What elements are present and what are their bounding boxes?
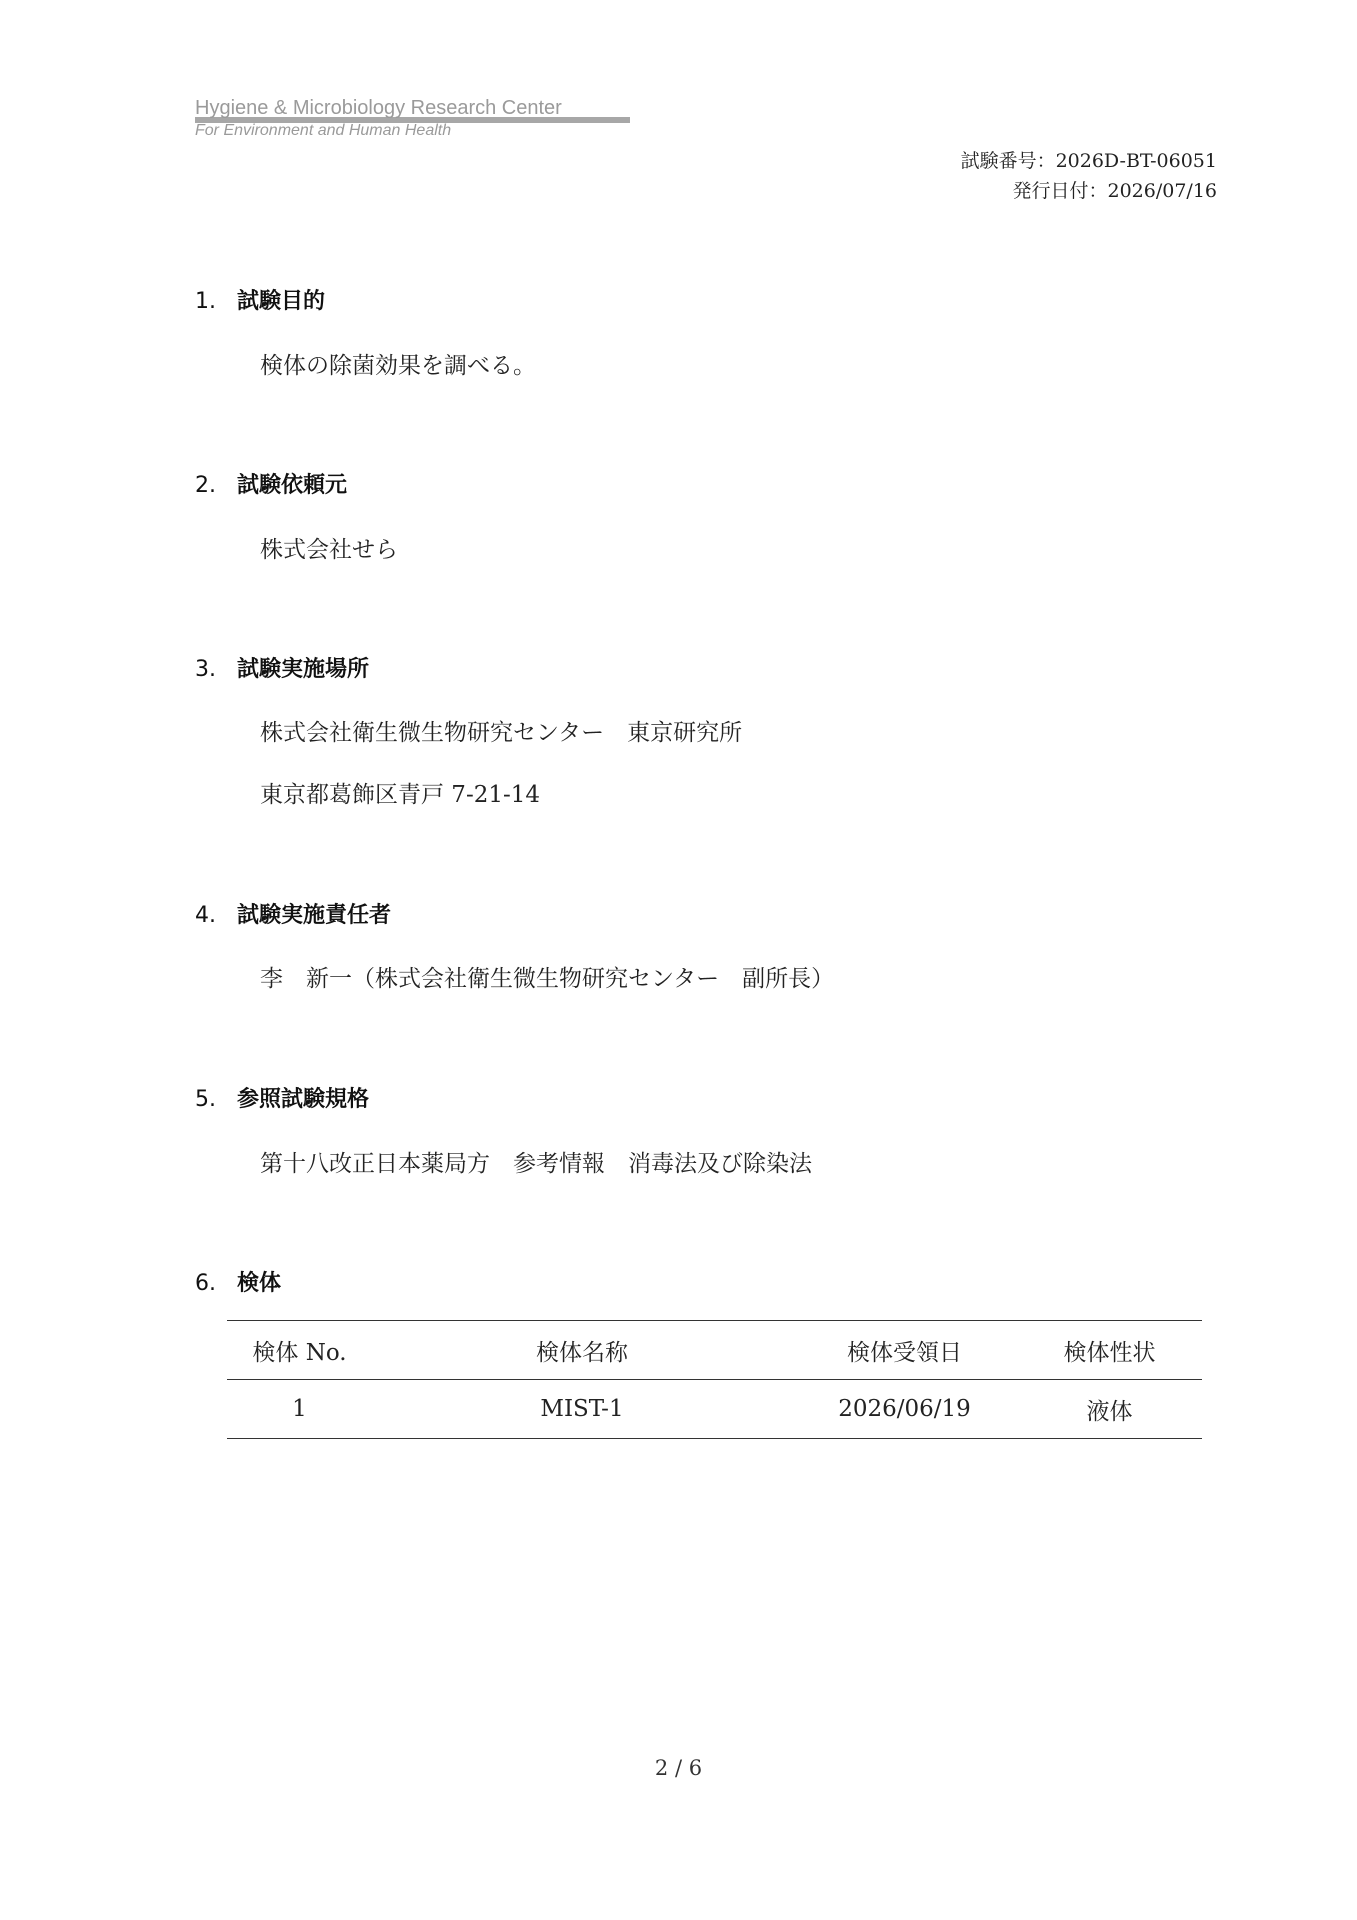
- logo-title: Hygiene & Microbiology Research Center: [195, 97, 562, 119]
- table-cell: 2026/06/19: [838, 1396, 971, 1422]
- table-header-cell: 検体性状: [1063, 1339, 1156, 1366]
- section-3-text-line-1: 株式会社衛生微生物研究センター 東京研究所: [260, 720, 743, 746]
- section-heading-3: [195, 652, 369, 683]
- section-number: 1.: [195, 289, 216, 314]
- section-heading-2: [195, 468, 347, 499]
- section-2-text: 株式会社せら: [260, 537, 398, 563]
- section-title: 検体: [237, 1271, 282, 1296]
- table-header-cell: 検体名称: [536, 1339, 628, 1366]
- table-header-cell: 検体受領日: [847, 1339, 962, 1366]
- section-title: 試験実施責任者: [237, 903, 392, 928]
- section-title: 試験実施場所: [237, 657, 370, 682]
- table-cell: MIST-1: [540, 1396, 624, 1422]
- issue-date: 発行日付：2026/07/16: [1012, 180, 1217, 202]
- page-number: 2 / 6: [654, 1756, 703, 1780]
- section-number: 5.: [195, 1087, 216, 1112]
- document-meta: [961, 146, 1217, 206]
- section-1-text: 検体の除菌効果を調べる。: [260, 353, 536, 379]
- table-header-row: [227, 1321, 1202, 1380]
- section-heading-6: [195, 1266, 281, 1297]
- specimen-table: [227, 1320, 1202, 1439]
- section-4-text: 李 新一（株式会社衛生微生物研究センター 副所長）: [260, 966, 835, 992]
- section-title: 試験目的: [237, 289, 326, 314]
- table-header-cell: 検体 No.: [252, 1339, 347, 1366]
- section-number: 2.: [195, 473, 216, 498]
- section-title: 参照試験規格: [237, 1087, 370, 1112]
- logo-subtitle: For Environment and Human Health: [195, 122, 452, 139]
- section-heading-4: [195, 898, 391, 929]
- section-title: 試験依頼元: [237, 473, 348, 498]
- section-number: 4.: [195, 903, 216, 928]
- section-number: 3.: [195, 657, 216, 682]
- section-heading-1: [195, 284, 325, 315]
- test-number: 試験番号：2026D-BT-06051: [960, 150, 1217, 172]
- table-cell: 1: [292, 1396, 307, 1422]
- section-5-text: 第十八改正日本薬局方 参考情報 消毒法及び除染法: [260, 1151, 812, 1177]
- table-row: [227, 1380, 1202, 1438]
- section-3-text-line-2: 東京都葛飾区青戸 7-21-14: [260, 782, 541, 808]
- table-cell: 液体: [1086, 1398, 1133, 1425]
- section-heading-5: [195, 1082, 369, 1113]
- section-number: 6.: [195, 1271, 216, 1296]
- logo: [195, 96, 630, 140]
